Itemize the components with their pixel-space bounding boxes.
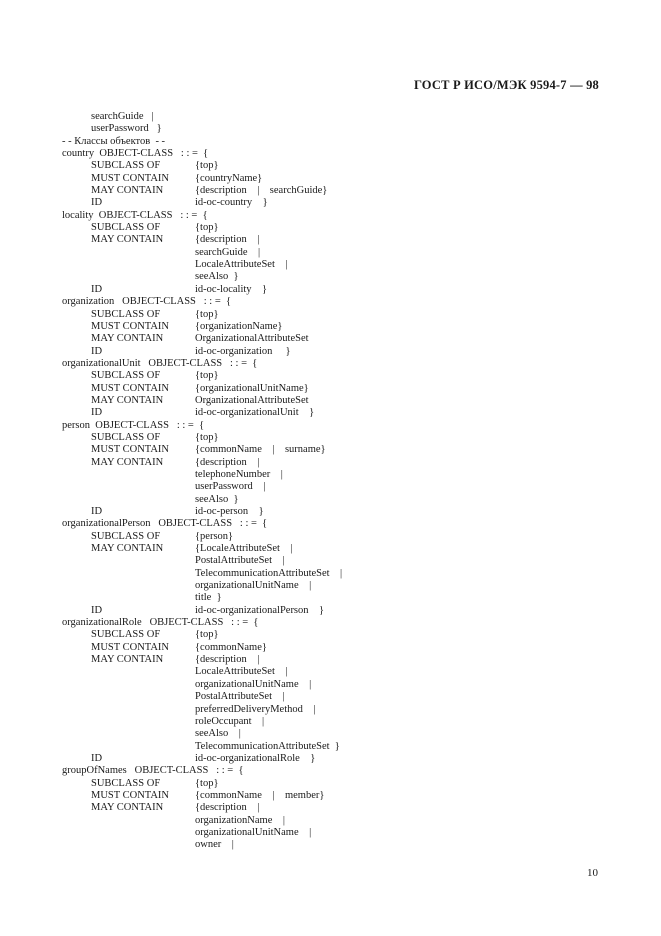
keyword-text: SUBCLASS OF <box>91 160 161 172</box>
value-text: id-oc-locality } <box>195 283 268 295</box>
value-text: seeAlso } <box>195 271 239 283</box>
class-header-text: - - Классы объектов - - <box>62 135 166 147</box>
definition-line <box>0 494 661 506</box>
definition-line <box>0 111 661 123</box>
definition-line <box>0 839 661 851</box>
definition-line <box>0 543 661 555</box>
definition-line <box>0 642 661 654</box>
value-text: {top} <box>195 629 219 641</box>
definition-line <box>0 580 661 592</box>
definition-line <box>0 296 661 308</box>
definition-line <box>0 358 661 370</box>
keyword-text: ID <box>91 197 103 209</box>
keyword-text: ID <box>91 345 103 357</box>
value-text: roleOccupant | <box>195 715 265 727</box>
definition-line <box>0 148 661 160</box>
value-text: userPassword | <box>195 481 266 493</box>
definition-line <box>0 321 661 333</box>
definition-line <box>0 469 661 481</box>
value-text: {top} <box>195 431 219 443</box>
value-text: telephoneNumber | <box>195 468 283 480</box>
value-text: {description | <box>195 654 260 666</box>
keyword-text: SUBCLASS OF <box>91 530 161 542</box>
value-text: {description | <box>195 802 260 814</box>
definition-line <box>0 629 661 641</box>
definition-line <box>0 765 661 777</box>
definition-line <box>0 160 661 172</box>
definition-line <box>0 444 661 456</box>
value-text: {organizationName} <box>195 320 283 332</box>
definition-line <box>0 568 661 580</box>
keyword-text: MAY CONTAIN <box>91 333 164 345</box>
value-text: {commonName | member} <box>195 789 325 801</box>
definition-line <box>0 136 661 148</box>
keyword-text: ID <box>91 407 103 419</box>
definition-line <box>0 753 661 765</box>
keyword-text: MAY CONTAIN <box>91 654 164 666</box>
asn1-definitions-block <box>0 111 661 852</box>
keyword-text: MUST CONTAIN <box>91 444 170 456</box>
class-header-text: locality OBJECT-CLASS : : = { <box>62 209 208 221</box>
keyword-text: MUST CONTAIN <box>91 172 170 184</box>
definition-line <box>0 666 661 678</box>
value-text: {top} <box>195 222 219 234</box>
definition-line <box>0 654 661 666</box>
keyword-text: MUST CONTAIN <box>91 382 170 394</box>
definition-line <box>0 271 661 283</box>
value-text: {top} <box>195 370 219 382</box>
definition-line <box>0 518 661 530</box>
class-header-text: organizationalUnit OBJECT-CLASS : : = { <box>62 357 258 369</box>
keyword-text: MUST CONTAIN <box>91 641 170 653</box>
value-text: {top} <box>195 308 219 320</box>
definition-line <box>0 395 661 407</box>
value-text: id-oc-organizationalUnit } <box>195 407 315 419</box>
definition-line <box>0 173 661 185</box>
definition-line <box>0 679 661 691</box>
class-header-text: person OBJECT-CLASS : : = { <box>62 419 205 431</box>
keyword-text: MUST CONTAIN <box>91 320 170 332</box>
value-text: {commonName} <box>195 641 267 653</box>
value-text: organizationalUnitName | <box>195 580 312 592</box>
definition-line <box>0 123 661 135</box>
definition-line <box>0 531 661 543</box>
value-text: PostalAttributeSet | <box>195 555 285 567</box>
definition-line <box>0 778 661 790</box>
definition-line <box>0 555 661 567</box>
class-header-text: groupOfNames OBJECT-CLASS : : = { <box>62 765 244 777</box>
definition-line <box>0 420 661 432</box>
definition-line <box>0 346 661 358</box>
keyword-text: MAY CONTAIN <box>91 234 164 246</box>
keyword-text: userPassword } <box>91 123 162 135</box>
value-text: {commonName | surname} <box>195 444 326 456</box>
class-header-text: organizationalRole OBJECT-CLASS : : = { <box>62 617 259 629</box>
value-text: {description | <box>195 234 260 246</box>
value-text: id-oc-organizationalRole } <box>195 752 316 764</box>
definition-line <box>0 383 661 395</box>
definition-line <box>0 741 661 753</box>
definition-line <box>0 234 661 246</box>
keyword-text: ID <box>91 283 103 295</box>
value-text: id-oc-organizationalPerson } <box>195 604 325 616</box>
definition-line <box>0 407 661 419</box>
keyword-text: searchGuide | <box>91 111 154 122</box>
definition-line <box>0 827 661 839</box>
value-text: id-oc-organization } <box>195 345 291 357</box>
value-text: {organizationalUnitName} <box>195 382 309 394</box>
definition-line <box>0 790 661 802</box>
keyword-text: SUBCLASS OF <box>91 222 161 234</box>
value-text: organizationalUnitName | <box>195 678 312 690</box>
definition-line <box>0 716 661 728</box>
value-text: preferredDeliveryMethod | <box>195 703 316 715</box>
value-text: LocaleAttributeSet | <box>195 666 288 678</box>
class-header-text: organization OBJECT-CLASS : : = { <box>62 296 232 308</box>
keyword-text: MUST CONTAIN <box>91 789 170 801</box>
page-number: 10 <box>587 867 598 879</box>
keyword-text: SUBCLASS OF <box>91 629 161 641</box>
keyword-text: ID <box>91 752 103 764</box>
definition-line <box>0 370 661 382</box>
keyword-text: MAY CONTAIN <box>91 543 164 555</box>
definition-line <box>0 432 661 444</box>
value-text: TelecommunicationAttributeSet | <box>195 567 343 579</box>
value-text: seeAlso } <box>195 493 239 505</box>
definition-line <box>0 210 661 222</box>
value-text: organizationalUnitName | <box>195 826 312 838</box>
definition-line <box>0 481 661 493</box>
keyword-text: MAY CONTAIN <box>91 394 164 406</box>
page-header: ГОСТ Р ИСО/МЭК 9594-7 — 98 <box>413 78 599 92</box>
definition-line <box>0 592 661 604</box>
definition-line <box>0 185 661 197</box>
definition-line <box>0 617 661 629</box>
value-text: PostalAttributeSet | <box>195 691 285 703</box>
value-text: {LocaleAttributeSet | <box>195 543 293 555</box>
value-text: LocaleAttributeSet | <box>195 259 288 271</box>
definition-line <box>0 284 661 296</box>
definition-line <box>0 309 661 321</box>
definition-line <box>0 815 661 827</box>
class-header-text: country OBJECT-CLASS : : = { <box>62 148 209 160</box>
value-text: TelecommunicationAttributeSet } <box>195 740 340 752</box>
definition-line <box>0 247 661 259</box>
definition-line <box>0 691 661 703</box>
value-text: {person} <box>195 530 234 542</box>
keyword-text: SUBCLASS OF <box>91 308 161 320</box>
value-text: seeAlso | <box>195 728 241 740</box>
keyword-text: MAY CONTAIN <box>91 802 164 814</box>
value-text: OrganizationalAttributeSet <box>195 333 309 345</box>
definition-line <box>0 457 661 469</box>
definition-line <box>0 605 661 617</box>
keyword-text: SUBCLASS OF <box>91 431 161 443</box>
keyword-text: SUBCLASS OF <box>91 777 161 789</box>
definition-line <box>0 728 661 740</box>
keyword-text: ID <box>91 506 103 517</box>
value-text: {top} <box>195 160 219 172</box>
keyword-text: SUBCLASS OF <box>91 370 161 382</box>
definition-line <box>0 222 661 234</box>
value-text: id-oc-person } <box>195 506 264 517</box>
definition-line <box>0 333 661 345</box>
class-header-text: organizationalPerson OBJECT-CLASS : : = { <box>62 518 268 530</box>
value-text: OrganizationalAttributeSet <box>195 394 309 406</box>
value-text: owner | <box>195 839 234 851</box>
keyword-text: MAY CONTAIN <box>91 456 164 468</box>
keyword-text: ID <box>91 604 103 616</box>
value-text: id-oc-country } <box>195 197 268 209</box>
definition-line <box>0 506 661 518</box>
value-text: title } <box>195 592 222 604</box>
definition-line <box>0 802 661 814</box>
value-text: {countryName} <box>195 172 263 184</box>
value-text: {description | searchGuide} <box>195 185 328 197</box>
keyword-text: MAY CONTAIN <box>91 185 164 197</box>
definition-line <box>0 259 661 271</box>
value-text: {description | <box>195 456 260 468</box>
definition-line <box>0 704 661 716</box>
value-text: organizationName | <box>195 814 285 826</box>
definition-line <box>0 197 661 209</box>
value-text: searchGuide | <box>195 246 261 258</box>
value-text: {top} <box>195 777 219 789</box>
